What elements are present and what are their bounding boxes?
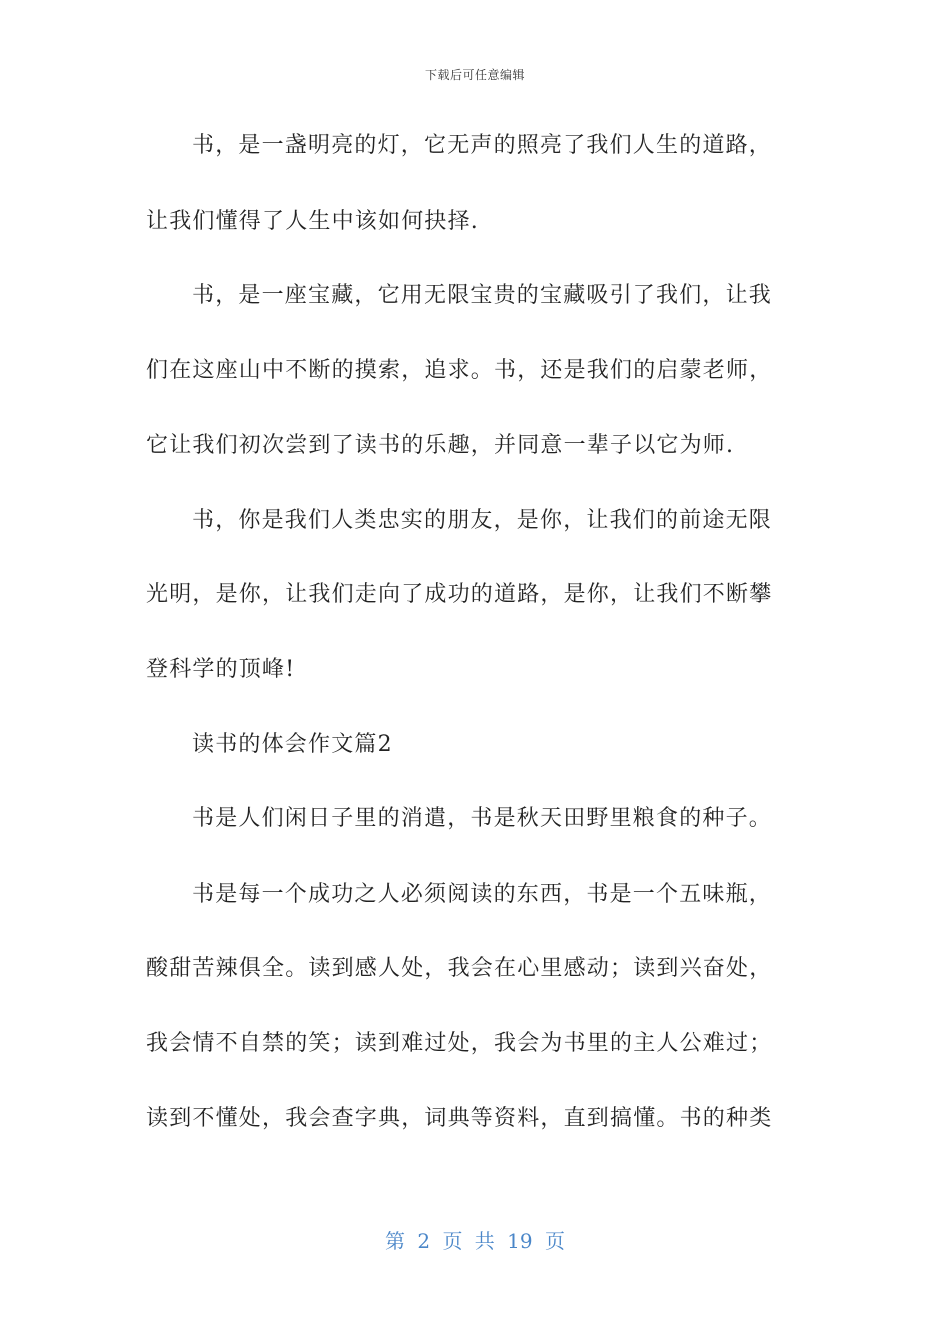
page-footer: 第 2 页 共 19 页: [385, 1229, 565, 1253]
body-line: 书是每一个成功之人必须阅读的东西，书是一个五味瓶，: [192, 882, 773, 907]
body-line: 登科学的顶峰!: [146, 657, 296, 682]
body-line: 让我们懂得了人生中该如何抉择.: [146, 209, 479, 234]
body-line: 酸甜苦辣俱全。读到感人处，我会在心里感动；读到兴奋处，: [146, 956, 773, 981]
body-line: 读到不懂处，我会查字典，词典等资料，直到搞懂。书的种类: [146, 1106, 773, 1131]
page-header: 下载后可任意编辑: [424, 68, 525, 82]
body-line: 们在这座山中不断的摸索，追求。书，还是我们的启蒙老师，: [146, 358, 773, 383]
body-line: 书，你是我们人类忠实的朋友，是你，让我们的前途无限: [192, 508, 773, 533]
body-line: 我会情不自禁的笑；读到难过处，我会为书里的主人公难过；: [146, 1031, 773, 1056]
body-line: 书，是一座宝藏，它用无限宝贵的宝藏吸引了我们，让我: [192, 283, 773, 308]
section-heading: 读书的体会作文篇2: [192, 732, 393, 757]
body-line: 书，是一盏明亮的灯，它无声的照亮了我们人生的道路，: [192, 133, 773, 158]
body-line: 书是人们闲日子里的消遣，书是秋天田野里粮食的种子。: [192, 806, 773, 831]
body-line: 光明，是你，让我们走向了成功的道路，是你，让我们不断攀: [146, 582, 773, 607]
body-line: 它让我们初次尝到了读书的乐趣，并同意一辈子以它为师.: [146, 433, 735, 458]
